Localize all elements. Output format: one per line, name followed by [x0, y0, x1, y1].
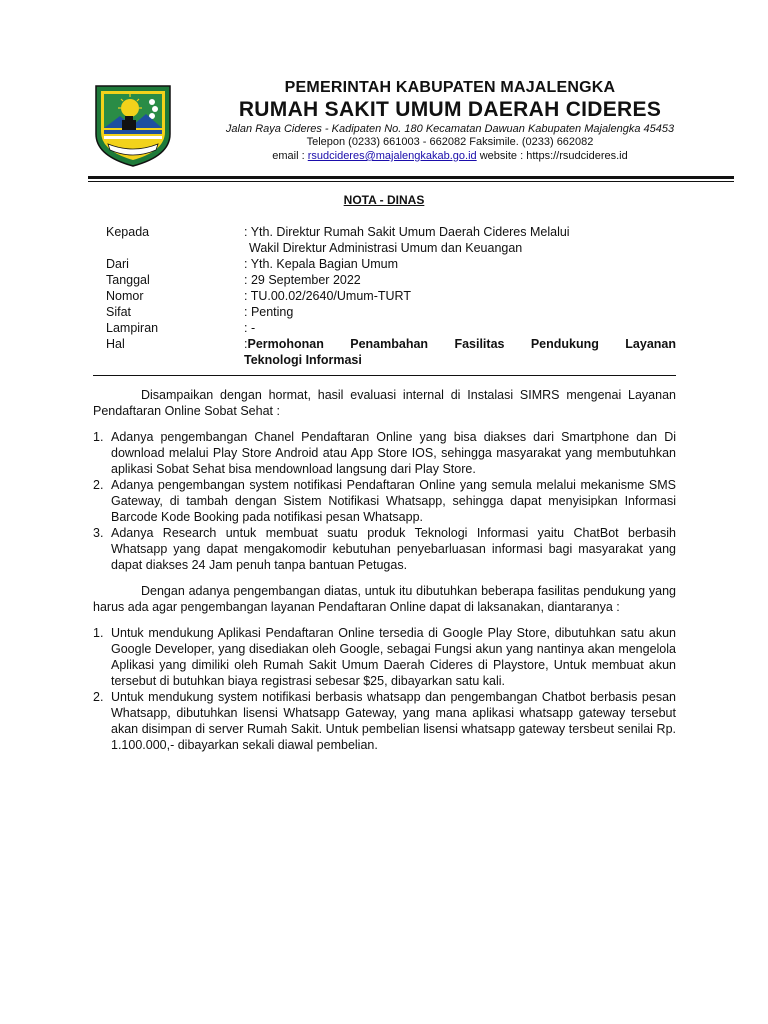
- subject: Permohonan Penambahan Fasilitas Pendukung Layanan: [247, 337, 676, 351]
- list-item: 1. Adanya pengembangan Chanel Pendaftaran Online yang bisa diakses dari Smartphone dan Di download melalui Play Store Android atau App Store IOS, sehingga masyarakat yang membutuhkan aplikasi Sobat Sehat bisa mendownload langsung dari Play Store.: [93, 430, 676, 476]
- hospital-name: RUMAH SAKIT UMUM DAERAH CIDERES: [238, 98, 662, 121]
- email-label: email :: [272, 150, 305, 162]
- list-item: 2. Untuk mendukung system notifikasi berbasis whatsapp dan pengembangan Chatbot berbasis pesan Whatsapp, dibutuhkan lisensi Whatsapp Gateway, yang mana aplikasi whatsapp gateway tersebut akan disimpan di server Rumah Sakit. Untuk pembelian lisensi whatsapp gateway tersbeut senilai Rp. 1.100.000,- dibayarkan sekali diawal pembelian.: [93, 690, 676, 752]
- website-url: https://rsudcideres.id: [526, 150, 628, 162]
- meta-nomor: Nomor : TU.00.02/2640/Umum-TURT: [106, 289, 411, 303]
- subject-cont: Teknologi Informasi: [244, 353, 362, 367]
- memo-body: [93, 387, 676, 763]
- list-item: 1. Untuk mendukung Aplikasi Pendaftaran Online tersedia di Google Play Store, dibutuhkan satu akun Google Developer, yang disediakan oleh Google, sebagai Fungsi akun yang nantinya akan mengelola Aplikasi yang dimiliki oleh Rumah Sakit Umum Daerah Cideres di Playstore, Untuk membuat akun tersebut di butuhkan biaya registrasi sebesar $25, dibayarkan satu kali.: [93, 626, 676, 688]
- meta-kepada: Kepada : Yth. Direktur Rumah Sakit Umum Daerah Cideres Melalui Wakil Direktur Administrasi Umum dan Keuangan: [106, 225, 570, 255]
- email-link[interactable]: rsudcideres@majalengkakab.go.id: [307, 150, 477, 162]
- contact-line: [180, 149, 720, 163]
- phone-fax: Telepon (0233) 661003 - 662082 Faksimile. (0233) 662082: [306, 136, 594, 148]
- evaluation-list: [93, 429, 676, 573]
- second-paragraph: Dengan adanya pengembangan diatas, untuk itu dibutuhkan beberapa fasilitas pendukung yang harus ada agar pengembangan layanan Pendaftaran Online dapat di laksanakan, diantaranya :: [93, 584, 676, 614]
- meta-lampiran: Lampiran : -: [106, 321, 256, 335]
- letterhead: [0, 78, 768, 178]
- intro-paragraph: Disampaikan dengan hormat, hasil evaluasi internal di Instalasi SIMRS mengenai Layanan Pendaftaran Online Sobat Sehat :: [93, 388, 676, 418]
- meta-dari: Dari : Yth. Kepala Bagian Umum: [106, 257, 399, 271]
- meta-sifat: Sifat : Penting: [106, 305, 294, 319]
- letterhead-divider-thick: [88, 176, 734, 179]
- government-name: PEMERINTAH KABUPATEN MAJALENGKA: [284, 79, 616, 96]
- meta-hal: Hal :Permohonan Penambahan Fasilitas Pendukung Layanan Teknologi Informasi: [106, 337, 676, 367]
- majalengka-emblem-icon: [92, 82, 174, 168]
- memo-metadata: [106, 224, 676, 368]
- facility-list: [93, 625, 676, 753]
- document-title: NOTA - DINAS: [343, 193, 425, 207]
- meta-tanggal: Tanggal : 29 September 2022: [106, 273, 361, 287]
- meta-divider: [93, 375, 676, 376]
- list-item: 2. Adanya pengembangan system notifikasi Pendaftaran Online yang semula melalui mekanisme SMS Gateway, di tambah dengan Sistem Notifikasi Whatsapp, sehingga dapat menyisipkan Informasi Barcode Kode Booking pada notifikasi pesan Whatsapp.: [93, 478, 676, 524]
- address: Jalan Raya Cideres - Kadipaten No. 180 Kecamatan Dawuan Kabupaten Majalengka 45453: [225, 123, 675, 135]
- list-item: 3. Adanya Research untuk membuat suatu produk Teknologi Informasi yaitu ChatBot berbasih Whatsapp yang dapat mengakomodir kebutuhan penyebarluasan informasi bagi masyarakat yang dapat diakses 24 Jam penuh tanpa bantuan Petugas.: [93, 526, 676, 572]
- letterhead-divider-thin: [88, 181, 734, 182]
- website-label: website :: [479, 150, 524, 162]
